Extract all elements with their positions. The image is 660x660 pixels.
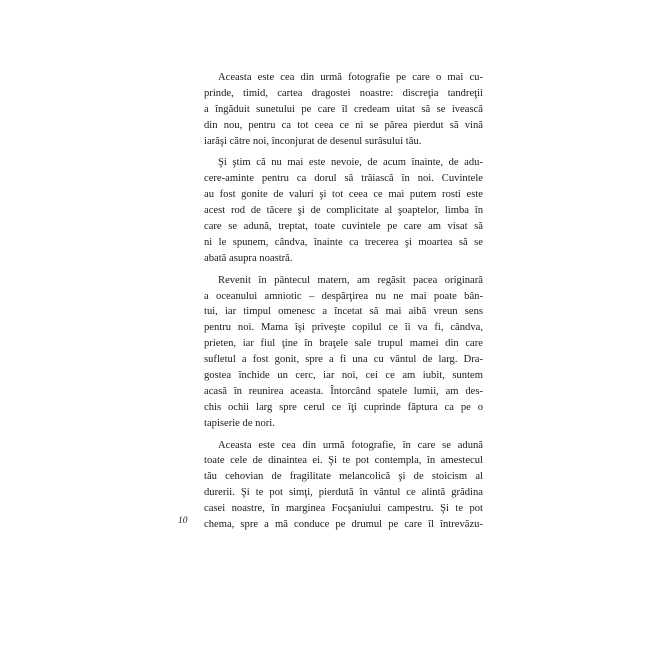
text-line: Aceasta este cea din urmă fotografie pe care o mai cu-: [218, 72, 483, 83]
text-line: chema, spre a mă conduce pe drumul pe care îl întrevăzu-: [204, 519, 483, 531]
text-line: chis ochii larg spre cerul ce îţi cuprinde făptura ca pe o: [204, 401, 483, 413]
text-line: Revenit în pântecul matern, am regăsit pacea originară: [218, 274, 483, 286]
text-line: prinde, timid, cartea dragostei noastre: discreţia tandreţii: [204, 87, 483, 99]
text-line: tui, iar timpul omenesc a încetat să mai aibă vreun sens: [204, 306, 483, 318]
text-line: cere-aminte pentru ca dorul să trăiască în noi. Cuvintele: [204, 173, 483, 185]
text-line: toate cele de dinaintea ei. Şi te pot contempla, în amestecul: [204, 455, 483, 467]
text-line: care se adună, treptat, toate cuvintele pe care am visat să: [204, 221, 483, 233]
text-line: tău cehovian de fragilitate melancolică şi de stoicism al: [204, 471, 483, 483]
text-line: a oceanului amniotic – despărţirea nu ne mai poate bân-: [204, 290, 483, 302]
paragraph-4: [204, 438, 483, 533]
text-line: durerii. Şi te pot simţi, pierdută în vântul ce alintă grădina: [204, 487, 483, 499]
text-line: casei noastre, în marginea Focşaniului campestru. Şi te pot: [204, 503, 483, 515]
text-line: abată asupra noastră.: [204, 252, 293, 264]
text-line: gostea închide un cerc, iar noi, cei ce am iubit, suntem: [204, 370, 483, 382]
text-line: acasă în reunirea aceasta. Întorcând spatele lumii, am des-: [204, 385, 483, 397]
text-line: prieten, iar fiul ţine în braţele sale trupul mamei din care: [204, 338, 483, 350]
text-line: Aceasta este cea din urmă fotografie, în care se adună: [218, 439, 483, 451]
paragraph-1: [204, 70, 483, 149]
text-line: au fost gonite de valuri şi tot ceea ce mai putem rosti este: [204, 189, 483, 201]
text-line: tapiserie de nori.: [204, 417, 275, 429]
text-line: ni le spunem, cândva, înainte ca trecerea şi moartea să se: [204, 236, 483, 248]
text-line: pentru noi. Mama îşi priveşte copilul ce îi va fi, cândva,: [204, 322, 483, 334]
text-line: iarăşi către noi, înconjurat de desenul surâsului tău.: [204, 135, 422, 147]
body-text: [204, 70, 483, 539]
text-line: a îngăduit sunetului pe care îl credeam uitat să se ivească: [204, 103, 483, 115]
text-line: Şi ştim că nu mai este nevoie, de acum înainte, de adu-: [218, 157, 483, 169]
text-line: acest rod de tăcere şi de complicitate al şoaptelor, limba în: [204, 205, 483, 217]
text-line: sufletul a fost gonit, spre a fi una cu vântul de larg. Dra-: [204, 354, 483, 366]
paragraph-3: [204, 273, 483, 432]
page-number: 10: [178, 516, 188, 526]
paragraph-2: [204, 155, 483, 266]
text-line: din nou, pentru ca tot ceea ce ni se părea pierdut să vină: [204, 119, 483, 131]
